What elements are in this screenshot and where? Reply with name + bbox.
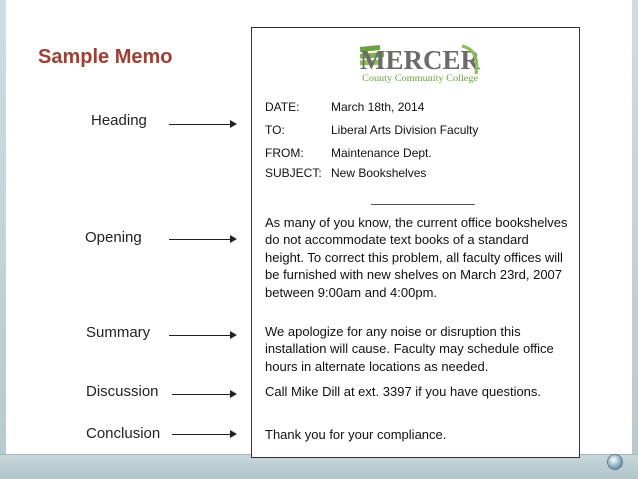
slide-navigation-icon[interactable] bbox=[607, 454, 623, 470]
date-label: DATE: bbox=[265, 100, 300, 114]
arrow-opening bbox=[169, 239, 235, 240]
summary-paragraph: We apologize for any noise or disruption this installation will cause. Faculty may schedule office hours in alternate locations as needed. bbox=[265, 324, 554, 374]
left-border-bar bbox=[0, 0, 6, 479]
slide-title: Sample Memo bbox=[38, 46, 173, 68]
right-border-bar bbox=[632, 0, 638, 479]
arrow-discussion bbox=[172, 394, 235, 395]
opening-paragraph: As many of you know, the current office bookshelves do not accommodate text books of a standard height. To correct this problem, all faculty offices will be furnished with new shelves on March 23rd, 2007 between 9:00am and 4:00pm. bbox=[265, 215, 568, 300]
arrow-summary bbox=[169, 335, 235, 336]
arrow-conclusion bbox=[172, 434, 235, 435]
arrow-heading bbox=[169, 124, 235, 125]
header-separator bbox=[371, 204, 475, 205]
discussion-paragraph: Call Mike Dill at ext. 3397 if you have questions. bbox=[265, 384, 542, 399]
label-summary: Summary bbox=[86, 324, 151, 341]
logo-subtitle: County Community College bbox=[362, 74, 478, 84]
mercer-logo bbox=[358, 40, 484, 90]
from-label: FROM: bbox=[265, 146, 304, 160]
logo-wordmark: MERCER bbox=[360, 45, 481, 75]
conclusion-paragraph: Thank you for your compliance. bbox=[265, 427, 447, 442]
to-value: Liberal Arts Division Faculty bbox=[331, 123, 479, 137]
date-value: March 18th, 2014 bbox=[331, 100, 425, 114]
to-label: TO: bbox=[265, 123, 285, 137]
subject-value: New Bookshelves bbox=[331, 166, 427, 180]
label-opening: Opening bbox=[85, 229, 142, 246]
from-value: Maintenance Dept. bbox=[331, 146, 432, 160]
label-conclusion: Conclusion bbox=[86, 425, 161, 442]
label-heading: Heading bbox=[91, 112, 147, 129]
label-discussion: Discussion bbox=[86, 383, 159, 400]
subject-label: SUBJECT: bbox=[265, 166, 322, 180]
